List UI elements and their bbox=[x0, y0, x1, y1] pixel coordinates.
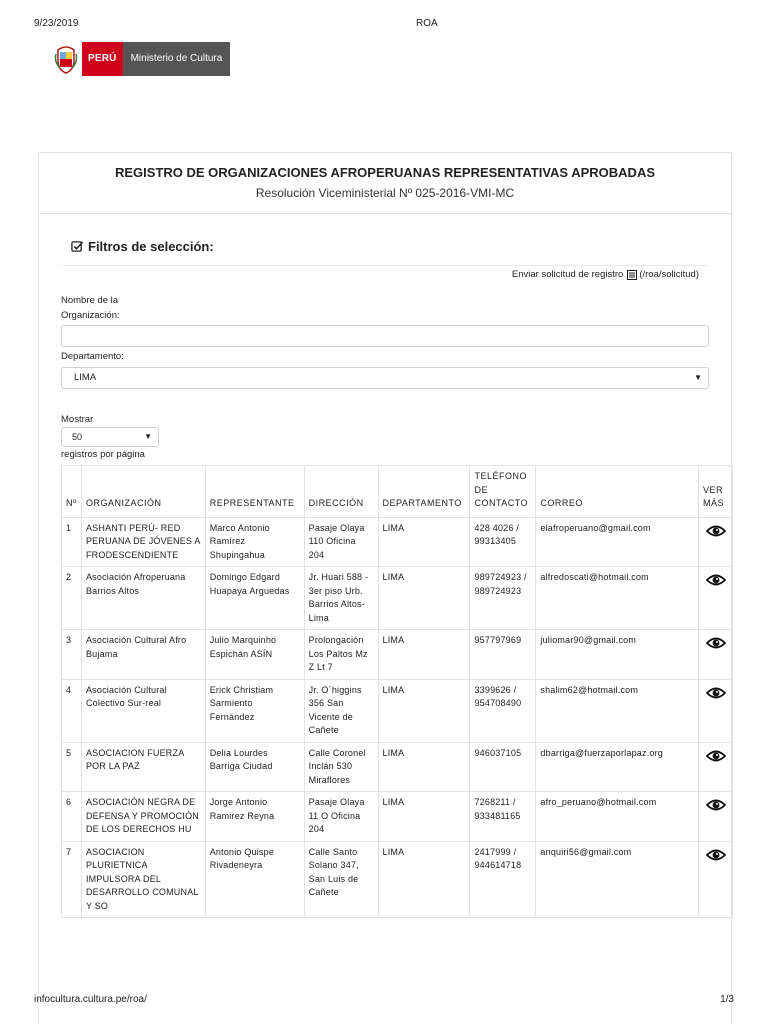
cell-organization: ASHANTI PERÚ- RED PERUANA DE JÓVENES A FRODESCENDIENTE bbox=[81, 517, 205, 567]
cell-department: LIMA bbox=[378, 742, 470, 792]
cell-num: 4 bbox=[62, 679, 82, 742]
page-size-value: 50 bbox=[72, 432, 83, 442]
cell-representative: Julio Marquinho Espichán ASÍN bbox=[205, 630, 304, 680]
cell-email: shalim62@hotmail.com bbox=[536, 679, 699, 742]
cell-organization: ASOCIACIÓN NEGRA DE DEFENSA Y PROMOCIÓN DE LOS DERECHOS HU bbox=[81, 792, 205, 842]
cell-num: 2 bbox=[62, 567, 82, 630]
col-num[interactable]: Nº bbox=[62, 466, 82, 518]
cell-phone: 3399626 / 954708490 bbox=[470, 679, 536, 742]
cell-department: LIMA bbox=[378, 841, 470, 918]
cell-department: LIMA bbox=[378, 679, 470, 742]
col-more-line2: MÁS bbox=[703, 498, 725, 508]
cell-department: LIMA bbox=[378, 517, 470, 567]
cell-representative: Marco Antonio Ramírez Shupingahua bbox=[205, 517, 304, 567]
table-header-row bbox=[62, 466, 733, 518]
eye-icon bbox=[706, 686, 726, 700]
col-phone-line1: TELÉFONO bbox=[474, 471, 527, 481]
registry-panel bbox=[38, 152, 732, 1024]
cell-num: 5 bbox=[62, 742, 82, 792]
logo-country: PERÚ bbox=[82, 42, 123, 76]
view-more-button[interactable] bbox=[699, 841, 733, 918]
department-select[interactable] bbox=[61, 367, 709, 389]
filters-heading bbox=[71, 239, 214, 254]
col-representative[interactable]: REPRESENTANTE bbox=[205, 466, 304, 518]
print-date: 9/23/2019 bbox=[34, 18, 79, 29]
cell-organization: Asociación Cultural Afro Bujama bbox=[81, 630, 205, 680]
cell-num: 7 bbox=[62, 841, 82, 918]
print-title: ROA bbox=[416, 18, 438, 29]
send-request-href: (/roa/solicitud) bbox=[639, 269, 699, 280]
table-row bbox=[62, 630, 733, 680]
cell-organization: ASOCIACION FUERZA POR LA PAZ bbox=[81, 742, 205, 792]
cell-email: afro_peruano@hotmail.com bbox=[536, 792, 699, 842]
cell-address: Prolongación Los Paltos Mz Z Lt 7 bbox=[304, 630, 378, 680]
cell-email: alfredoscati@hotmail.com bbox=[536, 567, 699, 630]
page-title: REGISTRO DE ORGANIZACIONES AFROPERUANAS REPRESENTATIVAS APROBADAS bbox=[114, 165, 656, 180]
cell-address: Jr. O´higgins 356 San Vicente de Cañete bbox=[304, 679, 378, 742]
col-more-line1: VER bbox=[703, 484, 724, 495]
checkbox-check-icon bbox=[71, 240, 84, 253]
view-more-button[interactable] bbox=[699, 517, 733, 567]
cell-department: LIMA bbox=[378, 567, 470, 630]
cell-address: Pasaje Olaya 11 O Oficina 204 bbox=[304, 792, 378, 842]
show-label: Mostrar bbox=[61, 414, 94, 425]
eye-icon bbox=[706, 798, 726, 812]
table-row bbox=[62, 679, 733, 742]
cell-department: LIMA bbox=[378, 630, 470, 680]
cell-representative: Domingo Edgard Huapaya Arguedas bbox=[205, 567, 304, 630]
send-request-label: Enviar solicitud de registro bbox=[511, 269, 624, 280]
table-row bbox=[62, 567, 733, 630]
page-size-select[interactable] bbox=[61, 427, 159, 447]
col-department[interactable]: DEPARTAMENTO bbox=[378, 466, 470, 518]
eye-icon bbox=[706, 636, 726, 650]
eye-icon bbox=[706, 848, 726, 862]
col-phone-line3: CONTACTO bbox=[474, 498, 529, 508]
view-more-button[interactable] bbox=[699, 742, 733, 792]
eye-icon bbox=[706, 749, 726, 763]
col-phone[interactable] bbox=[470, 466, 536, 518]
view-more-button[interactable] bbox=[699, 567, 733, 630]
coat-of-arms-icon bbox=[54, 44, 78, 74]
divider bbox=[61, 265, 709, 266]
col-phone-line2: DE bbox=[474, 484, 488, 495]
send-request-link[interactable] bbox=[512, 269, 699, 280]
print-url: infocultura.cultura.pe/roa/ bbox=[34, 994, 147, 1005]
filters-title: Filtros de selección: bbox=[88, 239, 214, 254]
cell-organization: Asociación Afroperuana Barrios Altos bbox=[81, 567, 205, 630]
eye-icon bbox=[706, 573, 726, 587]
cell-department: LIMA bbox=[378, 792, 470, 842]
org-name-label-line2: Organización: bbox=[61, 310, 120, 321]
table-row bbox=[62, 742, 733, 792]
table-row bbox=[62, 792, 733, 842]
cell-address: Pasaje Olaya 110 Oficina 204 bbox=[304, 517, 378, 567]
caret-down-icon: ▼ bbox=[694, 373, 702, 382]
form-list-icon bbox=[627, 270, 637, 280]
view-more-button[interactable] bbox=[699, 630, 733, 680]
cell-organization: Asociación Cultural Colectivo Sur-real bbox=[81, 679, 205, 742]
department-value: LIMA bbox=[74, 372, 97, 383]
page-subtitle: Resolución Viceministerial Nº 025-2016-VMI-MC bbox=[255, 186, 515, 200]
cell-representative: Jorge Antonio Ramirez Reyna bbox=[205, 792, 304, 842]
cell-phone: 428 4026 / 99313405 bbox=[470, 517, 536, 567]
org-name-label bbox=[61, 293, 120, 323]
col-more[interactable] bbox=[699, 466, 733, 518]
logo-ministry: Ministerio de Cultura bbox=[123, 42, 231, 76]
cell-address: Calle Coronel Inclán 530 Miraflores bbox=[304, 742, 378, 792]
cell-representative: Antonio Quispe Rivadeneyra bbox=[205, 841, 304, 918]
department-label: Departamento: bbox=[61, 351, 124, 362]
col-organization[interactable]: ORGANIZACIÓN bbox=[81, 466, 205, 518]
cell-num: 1 bbox=[62, 517, 82, 567]
table-row bbox=[62, 517, 733, 567]
view-more-button[interactable] bbox=[699, 679, 733, 742]
cell-num: 6 bbox=[62, 792, 82, 842]
cell-num: 3 bbox=[62, 630, 82, 680]
cell-phone: 989724923 / 989724923 bbox=[470, 567, 536, 630]
cell-email: dbarriga@fuerzaporlapaz.org bbox=[536, 742, 699, 792]
cell-email: elafroperuano@gmail.com bbox=[536, 517, 699, 567]
col-address[interactable]: DIRECCIÓN bbox=[304, 466, 378, 518]
per-page-label: registros por página bbox=[61, 449, 145, 460]
cell-phone: 946037105 bbox=[470, 742, 536, 792]
org-name-label-line1: Nombre de la bbox=[61, 295, 119, 306]
cell-representative: Erick Christiam Sarmiento Fernández bbox=[205, 679, 304, 742]
eye-icon bbox=[706, 524, 726, 538]
caret-down-icon: ▼ bbox=[144, 432, 152, 441]
print-page-number: 1/3 bbox=[720, 994, 734, 1005]
cell-organization: ASOCIACION PLURIETNICA IMPULSORA DEL DESARROLLO COMUNAL Y SO bbox=[81, 841, 205, 918]
cell-representative: Delia Lourdes Barriga Ciudad bbox=[205, 742, 304, 792]
cell-email: juliomar90@gmail.com bbox=[536, 630, 699, 680]
cell-email: anquiri56@gmail.com bbox=[536, 841, 699, 918]
table-row bbox=[62, 841, 733, 918]
ministry-logo[interactable] bbox=[54, 42, 230, 76]
col-email[interactable]: CORREO bbox=[536, 466, 699, 518]
panel-header bbox=[39, 153, 731, 214]
cell-address: Jr. Huari 588 - 3er piso Urb. Barrios Altos-Lima bbox=[304, 567, 378, 630]
cell-phone: 7268211 / 933481165 bbox=[470, 792, 536, 842]
org-name-input[interactable] bbox=[61, 325, 709, 347]
cell-address: Calle Santo Solano 347, San Luis de Cañete bbox=[304, 841, 378, 918]
cell-phone: 2417999 / 944614718 bbox=[470, 841, 536, 918]
cell-phone: 957797969 bbox=[470, 630, 536, 680]
view-more-button[interactable] bbox=[699, 792, 733, 842]
organizations-table bbox=[61, 465, 733, 918]
